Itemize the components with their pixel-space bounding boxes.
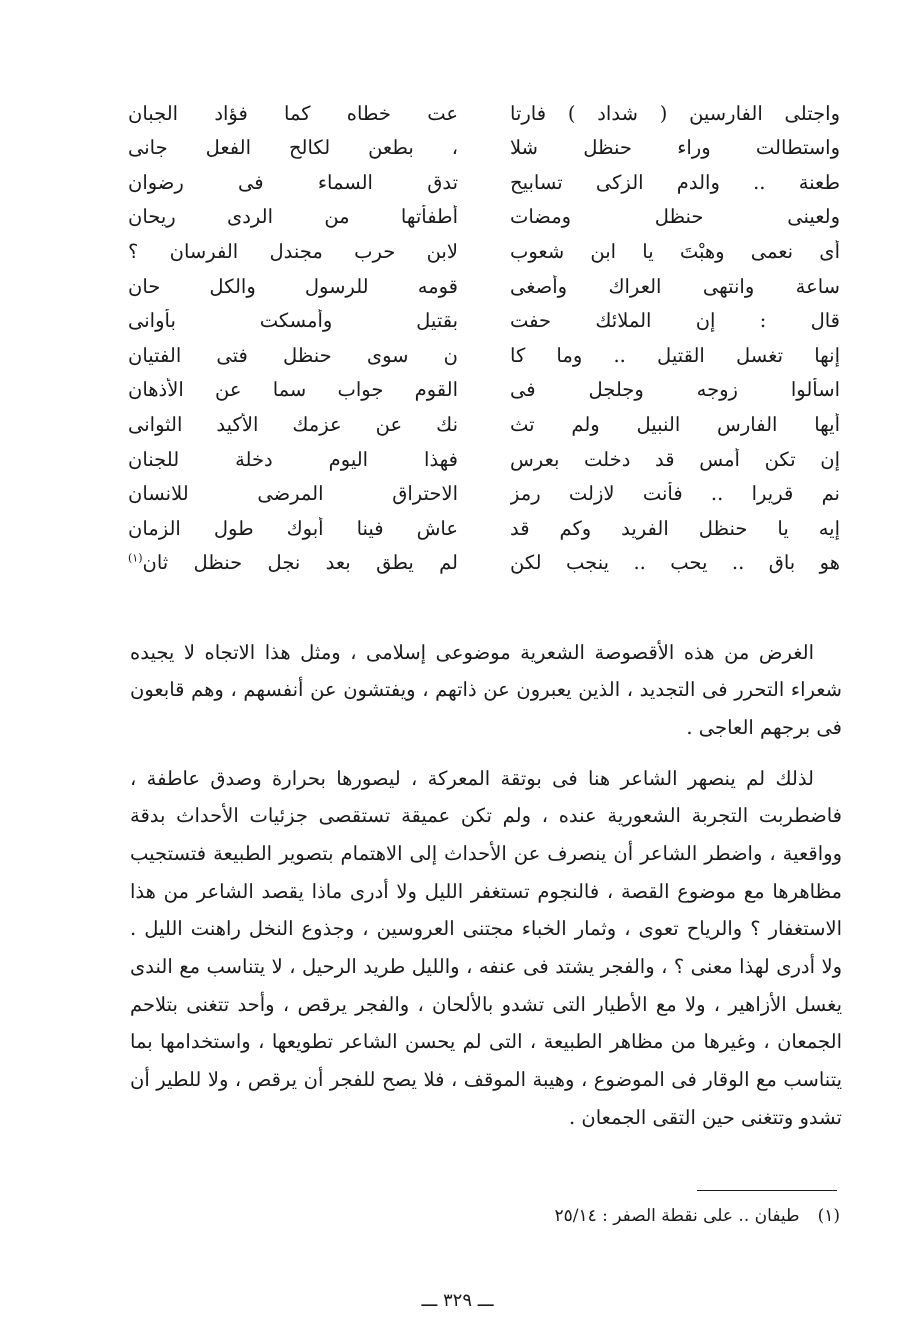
footnote (554, 1206, 840, 1226)
poem-hemistich-right: واستطالت وراء حنظل شلا (510, 136, 840, 160)
poem-hemistich-right: طعنة .. والدم الزكى تسابيح (510, 170, 840, 194)
poem-line (128, 165, 840, 200)
poem-hemistich-right: نم قريرا .. فأنت لازلت رمز (510, 482, 840, 506)
poem-hemistich-left-with-footnote (128, 551, 458, 574)
poem-line (128, 338, 840, 373)
poem-hemistich-left: ن سوى حنظل فتى الفتيان (128, 343, 458, 367)
poem-hemistich-left: عت خطاه كما فؤاد الجبان (128, 101, 458, 125)
poem-block (128, 96, 840, 580)
paragraph-1-text: الغرض من هذه الأقصوصة الشعرية موضوعى إسلامى ، ومثل هذا الاتجاه لا يجيده شعراء التحرر فى التجديد ، الذين يعبرون عن ذاتهم ، ويفتشون عن أنفسهم ، وهم قابعون فى برجهم العاجى . (130, 640, 842, 739)
poem-hemistich-left: نك عن عزمك الأكيد الثوانى (128, 412, 458, 436)
poem-line (128, 511, 840, 546)
poem-hemistich-left: تدق السماء فى رضوان (128, 170, 458, 194)
poem-hemistich-left: عاش فينا أبوك طول الزمان (128, 516, 458, 540)
poem-line (128, 442, 840, 477)
poem-hemistich-left: أطفأتها من الردى ريحان (128, 205, 458, 229)
poem-hemistich-right: هو باق .. يحب .. ينجب لكن (510, 551, 840, 575)
poem-hemistich-left: لم يطق بعد نجل حنظل ثان (142, 551, 458, 575)
poem-line (128, 234, 840, 269)
poem-hemistich-right: إن تكن أمس قد دخلت بعرس (510, 447, 840, 471)
poem-hemistich-left: الاحتراق المرضى للانسان (128, 482, 458, 506)
poem-line (128, 200, 840, 235)
poem-hemistich-right: اسألوا زوجه وجلجل فى (510, 378, 840, 402)
paragraph-2-text: لذلك لم ينصهر الشاعر هنا فى بوتقة المعركة ، ليصورها بحرارة وصدق عاطفة ، فاضطربت التجربة الشعورية عنده ، ولم تكن عميقة تستقصى جزئيات الأحداث بدقة وواقعية ، واضطر الشاعر أن ينصرف عن الأحداث إلى الاهتمام بتصوير الطبيعة فتستجيب مظاهرها مع موضوع القصة ، فالنجوم تستغفر الليل ولا أدرى ماذا يقصد الشاعر من هذا الاستغفار ؟ والرياح تعوى ، وثمار الخباء مجتنى العروسين ، وجذوع النخل راهنت الليل . ولا أدرى لهذا معنى ؟ ، والفجر يشتد فى عنفه ، والليل طريد الرحيل ، لا يتناسب مع الندى يغسل الأزاهير ، ولا مع الأطيار التى تشدو بالألحان ، والفجر يرقص ، وأحد تتغنى بتلاحم الجمعان ، وغيرها من مظاهر الطبيعة ، التى لم يحسن الشاعر تطويعها ، واستخدامها بما يتناسب مع الوقار فى الموضوع ، وهيبة الموقف ، فلا يصح للفجر أن يرقص ، ولا للطير أن تشدو وتتغنى حين التقى الجمعان . (130, 766, 842, 1129)
poem-hemistich-right: ساعة وانتهى العراك وأصغى (510, 274, 840, 298)
paragraph-2 (130, 760, 842, 1137)
poem-hemistich-left: بقتيل وأمسكت بأوانى (128, 309, 458, 333)
poem-hemistich-left: قومه للرسول والكل حان (128, 274, 458, 298)
page-number: ـــ ٣٢٩ ـــ (421, 1290, 494, 1311)
footnote-divider (697, 1190, 837, 1191)
poem-hemistich-left: فهذا اليوم دخلة للجنان (128, 447, 458, 471)
footnote-mark: (١) (817, 1206, 840, 1226)
poem-line (128, 131, 840, 166)
poem-hemistich-left: القوم جواب سما عن الأذهان (128, 378, 458, 402)
poem-hemistich-left: لابن حرب مجندل الفرسان ؟ (128, 239, 458, 263)
poem-line (128, 546, 840, 581)
poem-line (128, 407, 840, 442)
footnote-text: طيفان .. على نقطة الصفر : ٢٥/١٤ (554, 1206, 800, 1226)
poem-line (128, 373, 840, 408)
poem-hemistich-right: واجتلى الفارسين ( شداد ) فارتا (510, 101, 840, 125)
poem-hemistich-right: أى نعمى وهبْتَ يا ابن شعوب (510, 239, 840, 263)
paragraph-1 (130, 634, 842, 747)
poem-hemistich-right: إنها تغسل القتيل .. وما كا (510, 343, 840, 367)
poem-line (128, 304, 840, 339)
poem-line (128, 96, 840, 131)
footnote-reference[interactable]: (١) (128, 551, 143, 565)
poem-line (128, 477, 840, 512)
poem-hemistich-right: قال : إن الملائك حفت (510, 309, 840, 333)
poem-hemistich-right: ولعينى حنظل ومضات (510, 205, 840, 229)
poem-line (128, 269, 840, 304)
poem-hemistich-left: ، بطعن لكالح الفعل جانى (128, 136, 458, 160)
poem-hemistich-right: أيها الفارس النبيل ولم تث (510, 412, 840, 436)
poem-hemistich-right: إيه يا حنظل الفريد وكم قد (510, 516, 840, 540)
